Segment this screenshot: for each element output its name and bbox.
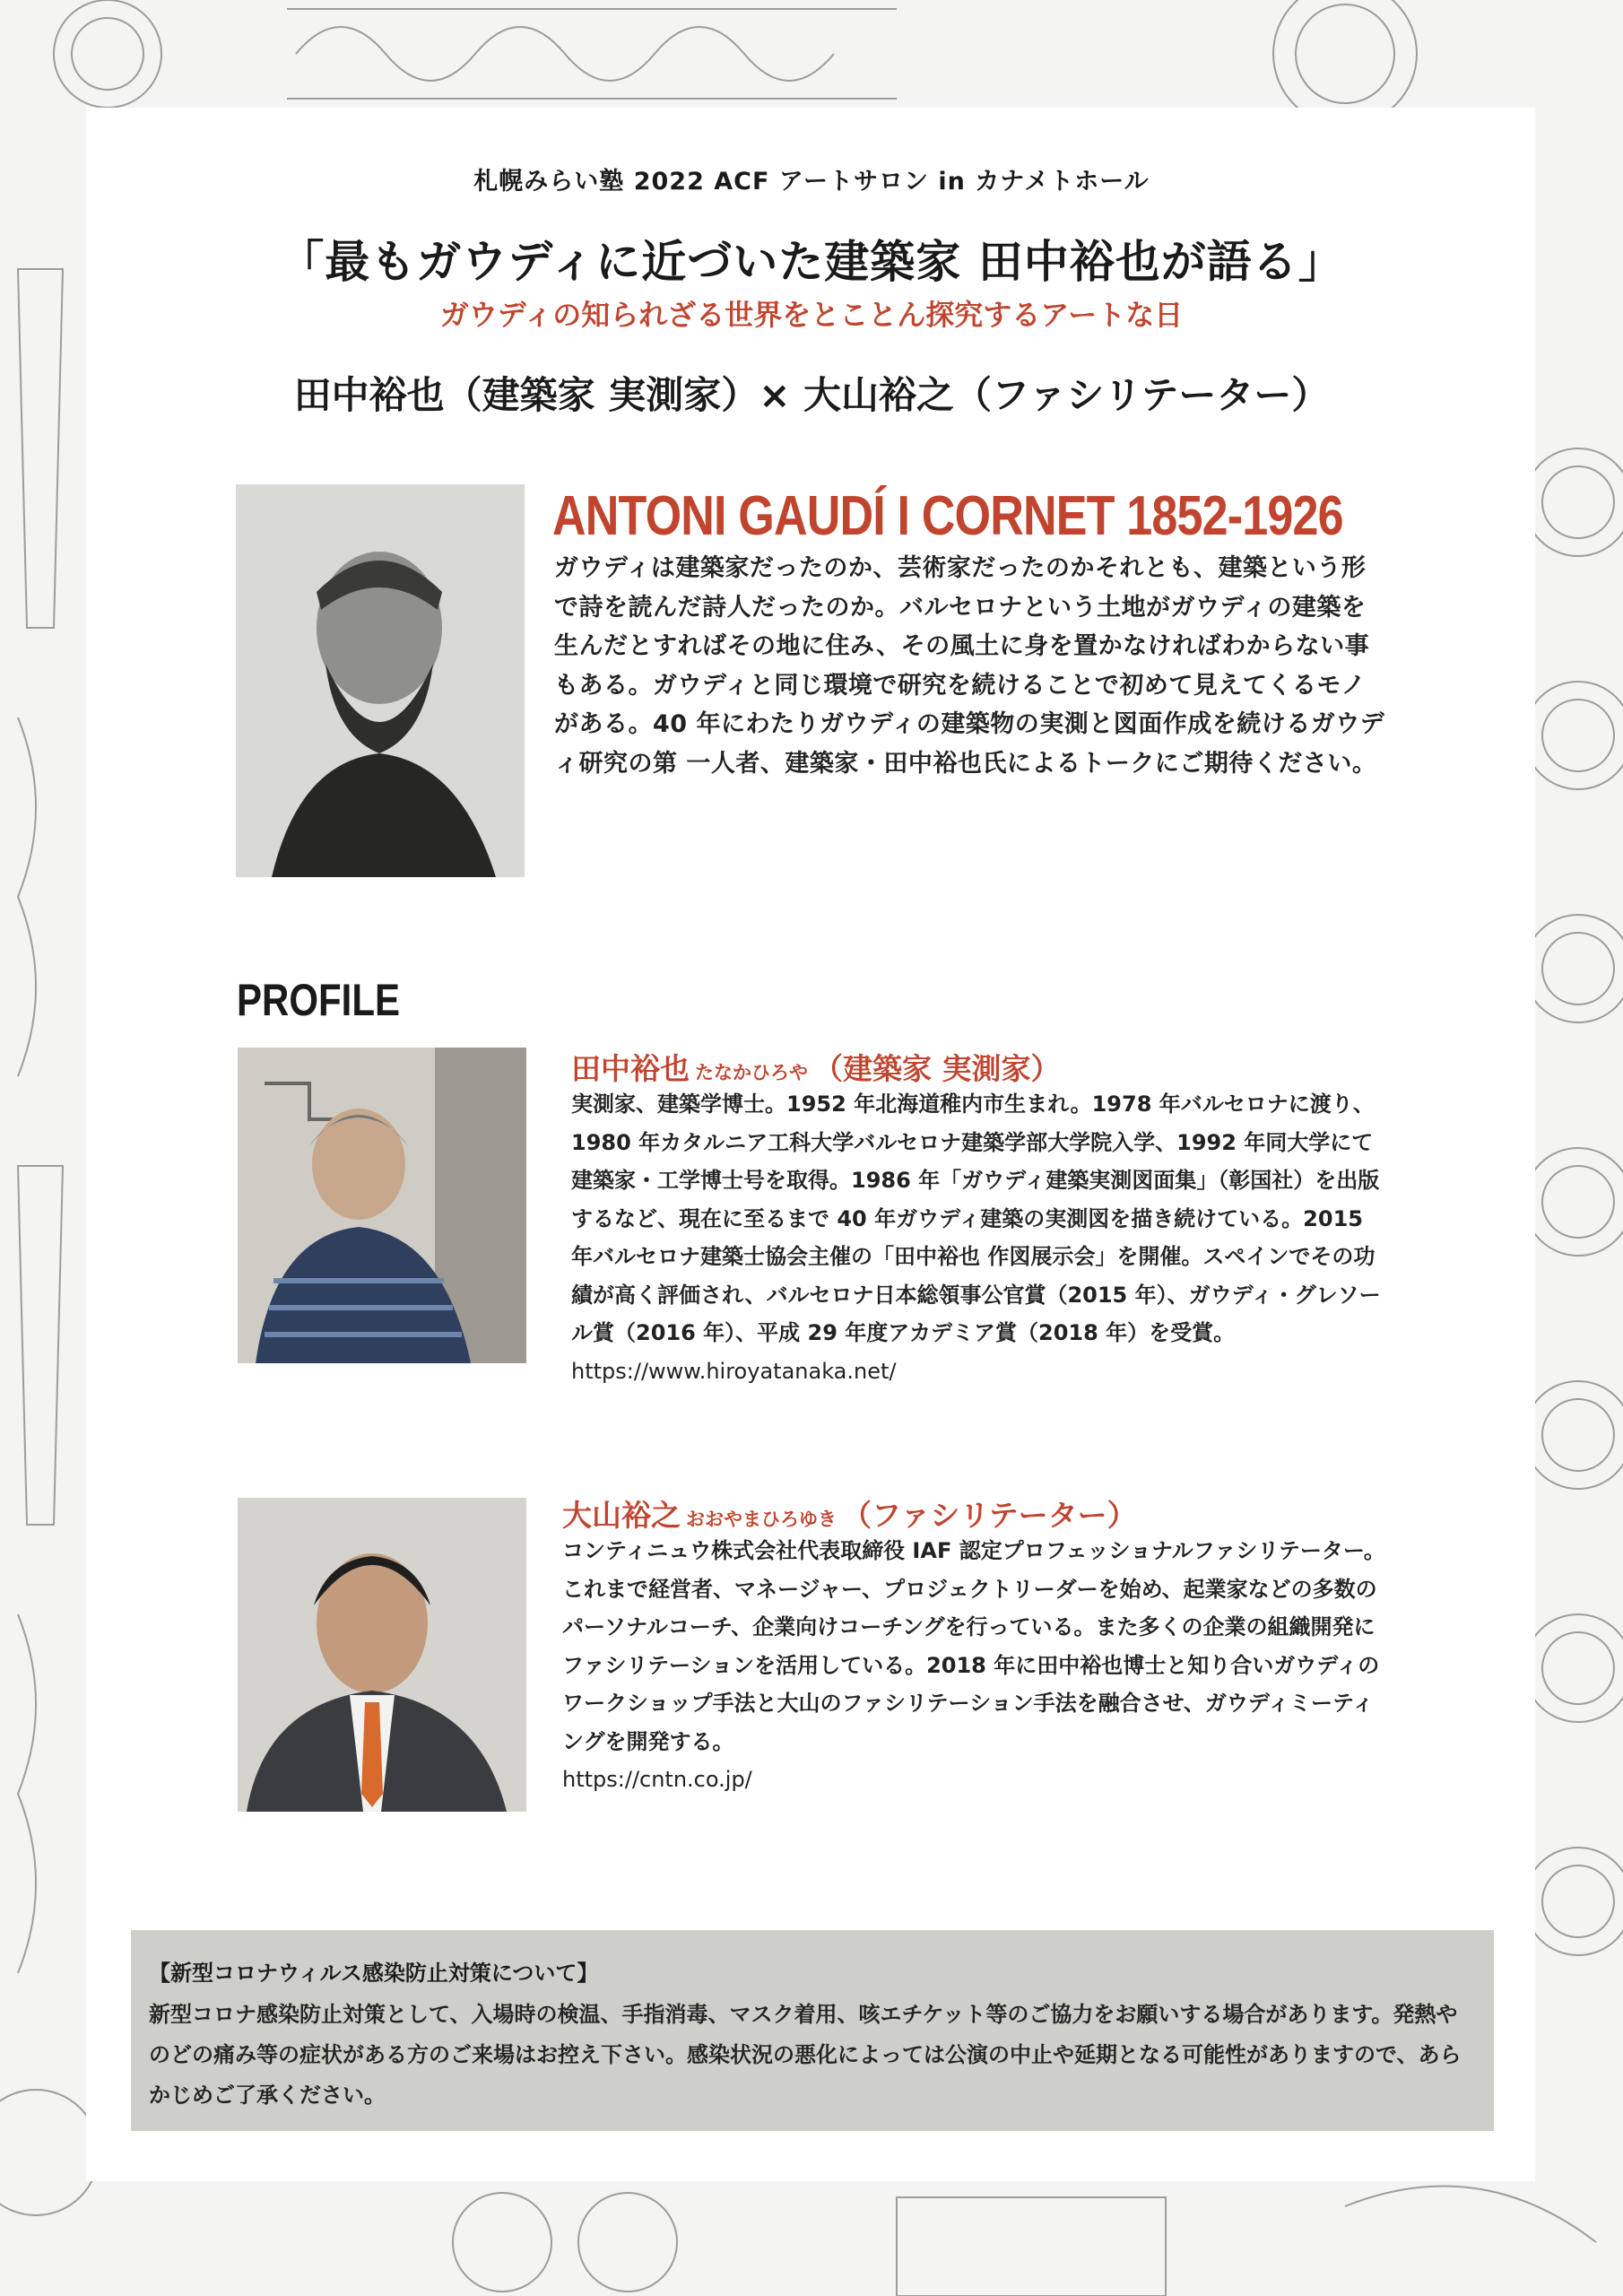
tanaka-kana: たなかひろや [695, 1062, 808, 1083]
tanaka-name: 田中裕也 [571, 1051, 690, 1086]
page-title: 「最もガウディに近づいた建築家 田中裕也が語る」 [279, 236, 1344, 288]
oyama-name: 大山裕之 [562, 1498, 681, 1533]
tanaka-url-link[interactable]: https://www.hiroyatanaka.net/ [571, 1358, 897, 1384]
tagline: ガウディの知られざる世界をとことん探究するアートな日 [439, 298, 1184, 332]
oyama-bio: コンティニュウ株式会社代表取締役 IAF 認定プロフェッショナルファシリテーター。これまで経営者、マネージャー、プロジェクトリーダーを始め、起業家などの多数のパーソナルコーチ、企業向けコーチングを行っている。また多くの企業の組織開発にファシリテーションを活用している。2018 年に田中裕也博士と知り合いガウディのワークショップ手法と大山のファシリテーション手法を融合させ、ガウディミーティングを開発する。 [562, 1538, 1385, 1754]
tanaka-bio-block [571, 1085, 1387, 1390]
covid-notice-box [131, 1930, 1494, 2131]
tanaka-photo [238, 1048, 526, 1363]
notice-body: 新型コロナ感染防止対策として、入場時の検温、手指消毒、マスク着用、咳エチケット等のご協力をお願いする場合があります。発熱やのどの痛み等の症状がある方のご来場はお控え下さい。感染状況の悪化によっては公演の中止や延期となる可能性がありますので、あらかじめご了承ください。 [149, 2002, 1462, 2108]
oyama-photo [238, 1498, 526, 1812]
profile-heading: PROFILE [237, 975, 401, 1025]
oyama-kana: おおやまひろゆき [686, 1509, 837, 1530]
oyama-role: （ファシリテーター） [842, 1498, 1137, 1533]
event-line: 札幌みらい塾 2022 ACF アートサロン in カナメトホール [473, 168, 1150, 196]
notice-title: 【新型コロナウィルス感染防止対策について】 [149, 1961, 599, 1986]
tanaka-bio: 実測家、建築学博士。1952 年北海道稚内市生まれ。1978 年バルセロナに渡り、1980 年カタルニア工科大学バルセロナ建築学部大学院入学、1992 年同大学にて建築家・工学博士号を取得。1986 年「ガウディ建築実測図面集」（彰国社）を出版するなど、現在に至るまで 40 年ガウディ建築の実測図を描き続けている。2015 年バルセロナ建築士協会主催の「田中裕也 作図展示会」を開催。スペインでその功績が高く評価され、バルセロナ日本総領事公官賞（2015 年）、ガウディ・グレソール賞（2016 年）、平成 29 年度アカデミア賞（2018 年）を受賞。 [571, 1091, 1381, 1345]
gaudi-description: ガウディは建築家だったのか、芸術家だったのかそれとも、建築という形で詩を読んだ詩人だったのか。バルセロナという土地がガウディの建築を生んだとすればその地に住み、その風土に身を置かなければわからない事もある。ガウディと同じ環境で研究を続けることで初めて見えてくるモノがある。40 年にわたりガウディの建築物の実測と図面作成を続けるガウディ研究の第 一人者、建築家・田中裕也氏によるトークにご期待ください。 [554, 554, 1385, 778]
speakers-line: 田中裕也（建築家 実測家）× 大山裕之（ファシリテーター） [293, 373, 1330, 417]
oyama-url-link[interactable]: https://cntn.co.jp/ [562, 1767, 752, 1792]
oyama-name-line [562, 1492, 1137, 1535]
gaudi-heading: ANTONI GAUDÍ I CORNET 1852-1926 [552, 485, 1343, 547]
gaudi-portrait [236, 484, 525, 877]
tanaka-role: （建築家 実測家） [813, 1051, 1061, 1086]
tanaka-name-line [571, 1046, 1061, 1088]
oyama-bio-block [562, 1532, 1387, 1799]
